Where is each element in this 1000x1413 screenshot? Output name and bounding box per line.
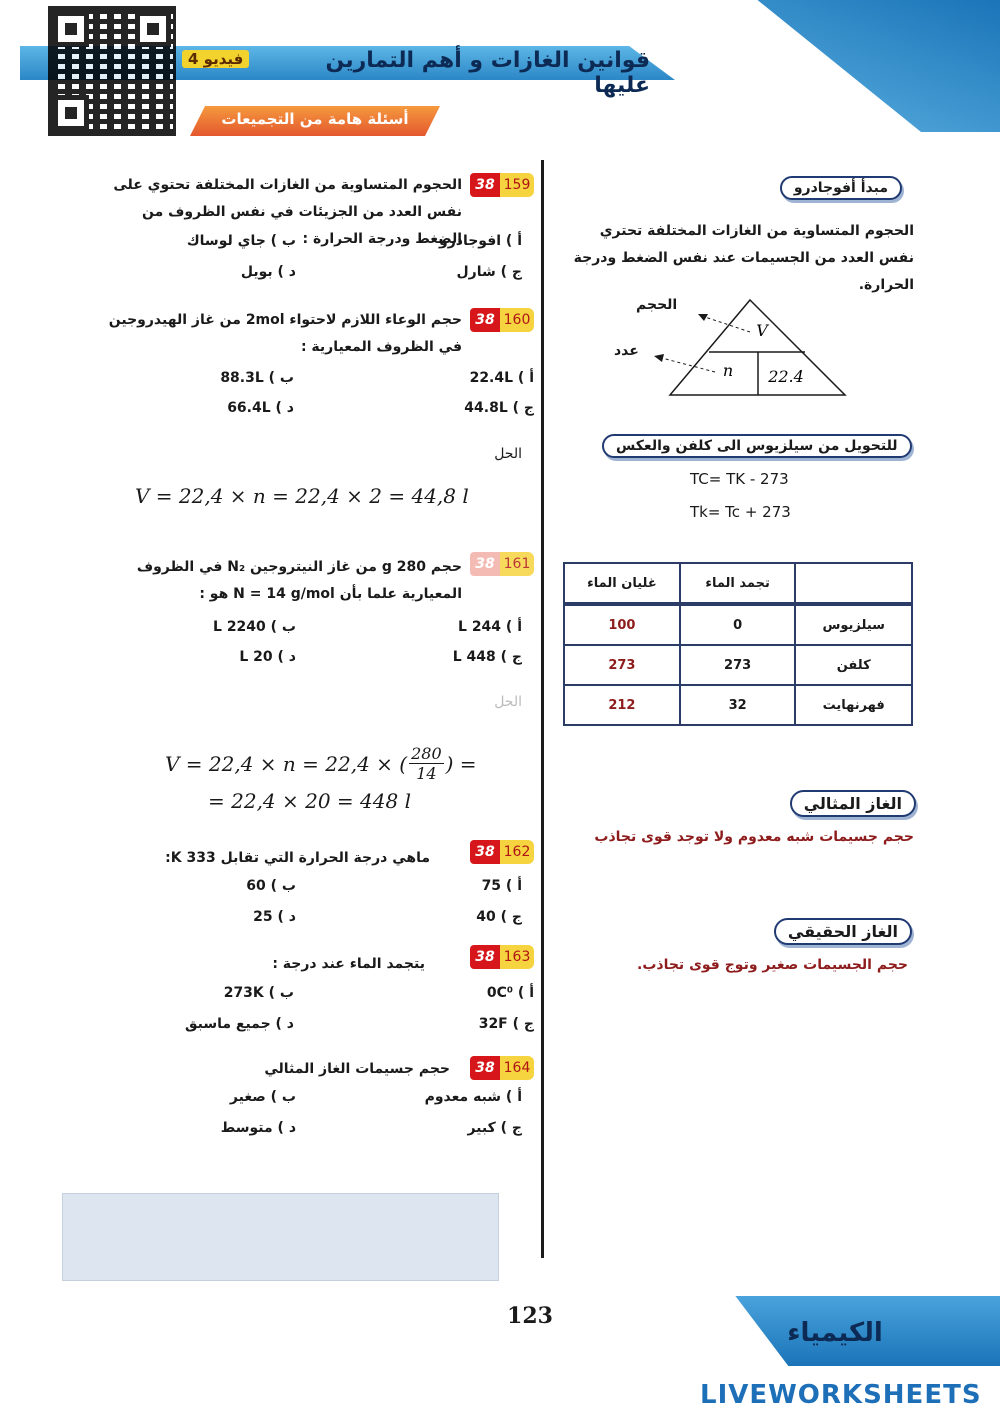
- option-a[interactable]: أ ) 244 L: [458, 619, 522, 635]
- option-d[interactable]: د ) 66.4L: [227, 400, 294, 416]
- page-title: قوانين الغازات و أهم التمارين عليها: [325, 48, 650, 98]
- triangle-cell-const: 22.4: [768, 367, 804, 386]
- solution-label: الحل: [494, 446, 522, 462]
- table-cell-freeze: 0: [680, 604, 796, 645]
- option-b[interactable]: ب ) 2240 L: [213, 619, 296, 635]
- option-b[interactable]: ب ) جاي لوساك: [186, 233, 296, 249]
- arrowhead-icon: [654, 354, 664, 362]
- table-cell-label: سيلزيوس: [795, 604, 912, 645]
- watermark-logo: LIVEWORKSHEETS: [700, 1380, 982, 1410]
- question-text: حجم الوعاء اللازم لاحتواء 2mol من غاز الهيدروجين في الظروف المعيارية :: [108, 312, 462, 355]
- answer-box[interactable]: [62, 1193, 499, 1281]
- table-header: تجمد الماء: [680, 563, 796, 604]
- avogadro-heading: مبدأ أفوجادرو: [780, 176, 902, 200]
- triangle-cell-n: n: [722, 361, 734, 380]
- badge-number: 159: [500, 173, 534, 197]
- triangle-cell-V: V: [756, 321, 768, 340]
- table-cell-label: كلفن: [795, 645, 912, 685]
- option-b[interactable]: ب ) صغير: [229, 1089, 296, 1105]
- temperature-table: [563, 562, 913, 726]
- option-c[interactable]: ج ) 40: [476, 909, 522, 925]
- badge-number: 164: [500, 1056, 534, 1080]
- option-c[interactable]: ج ) 448 L: [452, 649, 522, 665]
- option-a[interactable]: أ ) افوجادرو: [439, 233, 522, 249]
- table-header-row: [564, 563, 912, 604]
- option-a[interactable]: أ ) 75: [481, 878, 522, 894]
- table-header: غليان الماء: [564, 563, 680, 604]
- badge-chapter: 38: [470, 173, 500, 197]
- question-badge: [470, 945, 534, 969]
- question-badge: [470, 552, 534, 576]
- ideal-gas-heading: الغاز المثالي: [790, 790, 916, 817]
- ideal-gas-text: حجم جسيمات شبه معدوم ولا توجد قوى تجاذب: [594, 829, 914, 845]
- badge-chapter: 38: [470, 552, 500, 576]
- question-text: حجم جسيمات الغاز المثالي: [264, 1061, 450, 1077]
- qr-code-icon[interactable]: [48, 6, 176, 136]
- question-text: يتجمد الماء عند درجة :: [272, 956, 425, 972]
- table-cell-label: فهرنهايت: [795, 685, 912, 725]
- fraction-denominator: 14: [416, 764, 437, 783]
- option-b[interactable]: ب ) 88.3L: [220, 370, 294, 386]
- page-number: 123: [507, 1303, 553, 1329]
- badge-chapter: 38: [470, 1056, 500, 1080]
- subtitle-text: أسئلة هامة من التجميعات: [221, 110, 409, 128]
- avogadro-text: الحجوم المتساوية من الغازات المختلفة تحتري نفس العدد من الجسيمات عند نفس الضغط ودرجة الحرارة.: [573, 223, 914, 293]
- table-row: [564, 604, 912, 645]
- table-cell-freeze: 32: [680, 685, 796, 725]
- qr-eye-icon: [135, 11, 171, 47]
- table-cell-freeze: 273: [680, 645, 796, 685]
- table-cell-boil: 273: [564, 645, 680, 685]
- badge-chapter: 38: [470, 840, 500, 864]
- question-badge: [470, 1056, 534, 1080]
- option-c[interactable]: ج ) كبير: [467, 1120, 522, 1136]
- badge-number: 160: [500, 308, 534, 332]
- column-divider: [541, 160, 544, 1258]
- question-text: ماهي درجة الحرارة التي تقابل 333 K:: [165, 850, 430, 866]
- video-label: فيديو 4: [182, 50, 249, 68]
- qr-eye-icon: [53, 95, 89, 131]
- question-text: الحجوم المتساوية من الغازات المختلفة تحتوي على نفس العدد من الجزيئات في نفس الظروف من الضغط ودرجة الحرارة :: [113, 177, 462, 247]
- solution-label: الحل: [494, 694, 522, 710]
- option-d[interactable]: د ) 20 L: [239, 649, 296, 665]
- diagram-label-volume: الحجم: [636, 297, 678, 313]
- option-a[interactable]: أ ) 0C⁰: [486, 985, 534, 1001]
- table-header: [795, 563, 912, 604]
- real-gas-heading: الغاز الحقيقي: [774, 918, 912, 945]
- equation-part: V = 22,4 × n = 22,4 × (: [165, 751, 408, 776]
- table-row: [564, 685, 912, 725]
- equation-fraction: [409, 744, 444, 783]
- option-a[interactable]: أ ) 22.4L: [469, 370, 534, 386]
- badge-number: 163: [500, 945, 534, 969]
- solution-equation: [165, 744, 477, 783]
- table-cell-boil: 100: [564, 604, 680, 645]
- table-cell-boil: 212: [564, 685, 680, 725]
- table-row: [564, 645, 912, 685]
- qr-eye-icon: [53, 11, 89, 47]
- option-c[interactable]: ج ) 32F: [478, 1016, 534, 1032]
- badge-chapter: 38: [470, 945, 500, 969]
- option-d[interactable]: د ) جميع ماسبق: [185, 1016, 294, 1032]
- option-c[interactable]: ج ) 44.8L: [464, 400, 534, 416]
- badge-chapter: 38: [470, 308, 500, 332]
- equation-part: ) =: [445, 751, 477, 776]
- fraction-numerator: 280: [411, 744, 442, 763]
- diagram-label-count: عدد: [614, 343, 639, 359]
- header-corner-decoration: [718, 0, 1000, 132]
- option-a[interactable]: أ ) شبه معدوم: [424, 1089, 522, 1105]
- subject-label: الكيمياء: [787, 1318, 883, 1348]
- solution-equation-line2: = 22,4 × 20 = 448 l: [208, 789, 411, 813]
- badge-number: 161: [500, 552, 534, 576]
- option-d[interactable]: د ) 25: [253, 909, 296, 925]
- question-badge: [470, 308, 534, 332]
- question-badge: [470, 173, 534, 197]
- conversion-heading: للتحويل من سيلزيوس الى كلفن والعكس: [602, 434, 912, 458]
- question-badge: [470, 840, 534, 864]
- conversion-formula-2: Tk= Tc + 273: [690, 503, 791, 521]
- option-b[interactable]: ب ) 273K: [223, 985, 294, 1001]
- question-text: حجم 280 g من غاز النيتروجين N₂ في الظروف المعيارية علما بأن N = 14 g/mol هو :: [136, 559, 462, 602]
- badge-number: 162: [500, 840, 534, 864]
- option-d[interactable]: د ) متوسط: [220, 1120, 296, 1136]
- arrowhead-icon: [698, 314, 708, 321]
- option-d[interactable]: د ) بويل: [240, 264, 296, 280]
- arrow-count: [658, 357, 715, 372]
- option-c[interactable]: ج ) شارل: [456, 264, 522, 280]
- conversion-formula-1: TC= TK - 273: [690, 470, 789, 488]
- option-b[interactable]: ب ) 60: [246, 878, 296, 894]
- solution-equation: V = 22,4 × n = 22,4 × 2 = 44,8 l: [135, 484, 469, 508]
- real-gas-text: حجم الجسيمات صغير وتوج قوى تجاذب.: [637, 957, 908, 973]
